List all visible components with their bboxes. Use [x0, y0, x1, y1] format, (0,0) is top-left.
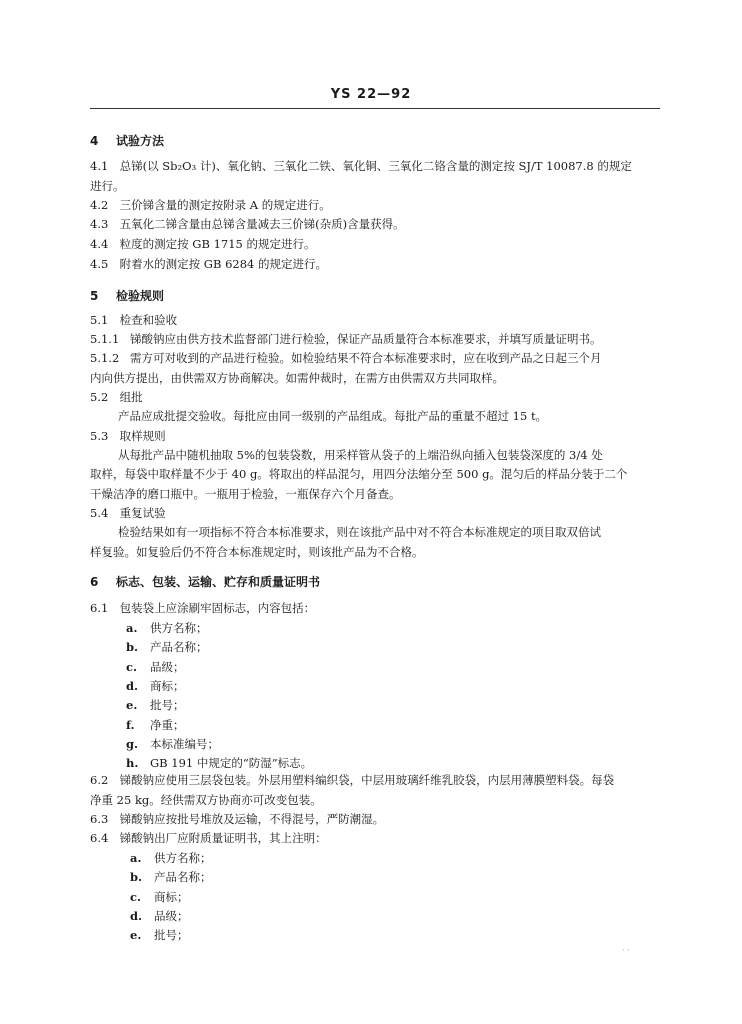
clause-6-2: 6.2 锑酸钠应使用三层袋包装。外层用塑料编织袋，中层用玻璃纤维乳胶袋，内层用薄膜塑料袋。每袋: [90, 773, 615, 787]
section-6-heading: 6 标志、包装、运输、贮存和质量证明书: [90, 575, 321, 589]
clause-5-4-body-2: 样复验。如复验后仍不符合本标准规定时，则该批产品为不合格。: [90, 545, 424, 559]
clause-5-3-body-2: 取样，每袋中取样量不少于 40 g。将取出的样品混匀，用四分法缩分至 500 g。混匀后的样品分装于二个: [90, 467, 628, 481]
list-item-text: 产品名称；: [150, 640, 208, 655]
list-item: [126, 736, 706, 752]
clause-5-4-body-1: 检验结果如有一项指标不符合本标准要求，则在该批产品中对不符合本标准规定的项目取双倍试: [118, 525, 601, 539]
list-item-letter: a.: [126, 621, 138, 635]
clause-5-1: 5.1 检查和验收: [90, 313, 178, 327]
list-item-letter: b.: [126, 640, 139, 655]
section-5-heading: 5 检验规则: [90, 289, 165, 303]
clause-5-3-body-1: 从每批产品中随机抽取 5%的包装袋数，用采样管从袋子的上端沿纵向插入包装袋深度的 3/4 处: [118, 448, 603, 462]
scan-speck-mark: · ·: [622, 946, 630, 955]
list-item-text: GB 191 中规定的“防湿”标志。: [150, 756, 313, 771]
list-item-letter: d.: [130, 908, 143, 923]
list-item-letter: c.: [126, 659, 138, 674]
list-item: [126, 697, 706, 713]
list-item: [126, 755, 706, 771]
clause-6-4: 6.4 锑酸钠出厂应附质量证明书，其上注明：: [90, 831, 327, 845]
clause-5-2: 5.2 组批: [90, 390, 143, 404]
list-item-letter: h.: [126, 756, 139, 771]
clause-5-4: 5.4 重复试验: [90, 506, 166, 520]
list-item-letter: e.: [126, 698, 138, 713]
list-item-text: 商标；: [150, 678, 185, 693]
list-item-text: 产品名称；: [154, 870, 212, 885]
list-item: [130, 850, 710, 866]
list-item-letter: f.: [126, 717, 135, 732]
list-item: [126, 639, 706, 655]
clause-5-1-2-cont: 内向供方提出，由供需双方协商解决。如需仲裁时，在需方由供需双方共同取样。: [90, 371, 504, 385]
header-rule: [90, 108, 660, 109]
section-4-heading: 4 试验方法: [90, 134, 165, 148]
list-item-text: 供方名称；: [150, 621, 208, 635]
list-item: [130, 889, 710, 905]
list-item-text: 净重；: [150, 717, 185, 732]
list-item-text: 供方名称；: [154, 851, 212, 865]
list-item-letter: e.: [130, 928, 142, 943]
list-item-text: 批号；: [154, 928, 189, 943]
list-item-letter: d.: [126, 678, 139, 693]
clause-4-3: 4.3 五氧化二锑含量由总锑含量减去三价锑(杂质)含量获得。: [90, 217, 405, 231]
list-item-text: 品级；: [150, 659, 185, 674]
clause-6-3: 6.3 锑酸钠应按批号堆放及运输，不得混号，严防潮湿。: [90, 812, 385, 826]
clause-5-2-body: 产品应成批提交验收。每批应由同一级别的产品组成。每批产品的重量不超过 15 t。: [118, 409, 548, 423]
standard-code-header: YS 22—92: [330, 87, 412, 102]
list-item-text: 本标准编号；: [150, 736, 219, 751]
list-item: [126, 620, 706, 636]
clause-4-1: 4.1 总锑(以 Sb₂O₃ 计)、氧化钠、三氧化二铁、氧化铜、三氧化二铬含量的测定按 SJ/T 10087.8 的规定: [90, 159, 632, 173]
clause-5-1-2: 5.1.2 需方可对收到的产品进行检验。如检验结果不符合本标准要求时，应在收到产品之日起三个月: [90, 351, 602, 365]
list-item: [126, 717, 706, 733]
list-item: [130, 869, 710, 885]
clause-6-2-cont: 净重 25 kg。经供需双方协商亦可改变包装。: [90, 793, 322, 807]
list-item-letter: a.: [130, 851, 142, 865]
clause-4-4: 4.4 粒度的测定按 GB 1715 的规定进行。: [90, 237, 316, 251]
clause-5-3-body-3: 干燥洁净的磨口瓶中。一瓶用于检验，一瓶保存六个月备查。: [90, 487, 401, 501]
list-item-letter: b.: [130, 870, 143, 885]
clause-5-1-1: 5.1.1 锑酸钠应由供方技术监督部门进行检验，保证产品质量符合本标准要求，并填写质量证明书。: [90, 332, 602, 346]
list-item: [130, 908, 710, 924]
clause-4-5: 4.5 附着水的测定按 GB 6284 的规定进行。: [90, 257, 328, 271]
clause-4-2: 4.2 三价锑含量的测定按附录 A 的规定进行。: [90, 198, 331, 212]
list-item: [130, 927, 710, 943]
clause-6-1: 6.1 包装袋上应涂刷牢固标志，内容包括：: [90, 601, 316, 615]
list-item-text: 商标；: [154, 889, 189, 904]
list-item-letter: c.: [130, 889, 142, 904]
list-item-text: 批号；: [150, 698, 185, 713]
list-item: [126, 678, 706, 694]
list-item: [126, 659, 706, 675]
list-item-text: 品级；: [154, 908, 189, 923]
list-item-letter: g.: [126, 736, 139, 751]
clause-5-3: 5.3 取样规则: [90, 429, 166, 443]
clause-4-1-cont: 进行。: [90, 179, 125, 193]
